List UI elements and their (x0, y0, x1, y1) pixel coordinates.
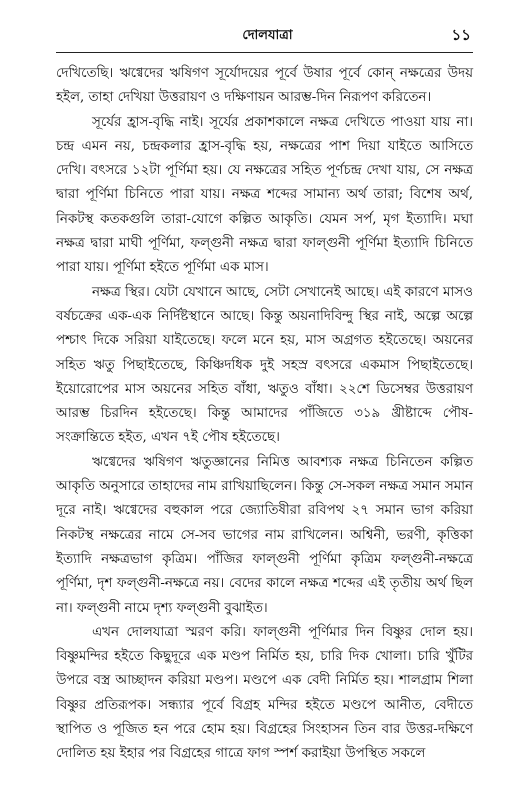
page-header (64, 26, 471, 48)
header-rule (56, 52, 473, 53)
paragraph: নক্ষত্র স্থির। যেটা যেখানে আছে, সেটা সেখানেই আছে। এই কারণে মাসও বর্ষচক্রের এক-এক নির্দিষ্টস্থানে আছে। কিন্তু অয়নাদিবিন্দু স্থির নাই, অল্পে অল্পে পশ্চাৎ দিকে সরিয়া যাইতেছে। ফলে মনে হয়, মাস অগ্রগত হইতেছে। অয়নের সহিত ঋতু পিছাইতেছে, কিঞ্চিদধিক দুই সহস্র বৎসরে একমাস পিছাইতেছে। ইয়োরোপের মাস অয়নের সহিত বাঁধা, ঋতুও বাঁধা। ২২শে ডিসেম্বর উত্তরায়ণ আরম্ভ চিরদিন হইতেছে। কিন্তু আমাদের পাঁজিতে ৩১৯ খ্রীষ্টাব্দে পৌষ-সংক্রান্তিতে হইত, এখন ৭ই পৌষ হইতেছে। (56, 284, 473, 446)
paragraph: ঋগ্বেদের ঋষিগণ ঋতুজ্ঞানের নিমিত্ত আবশ্যক নক্ষত্র চিনিতেন কল্পিত আকৃতি অনুসারে তাহাদের নাম রাখিয়াছিলেন। কিন্তু সে-সকল নক্ষত্র সমান সমান দূরে নাই। ঋগ্বেদের বহুকাল পরে জ্যোতিষীরা রবিপথ ২৭ সমান ভাগ করিয়া নিকটস্থ নক্ষত্রের নামে সে-সব ভাগের নাম রাখিলেন। অশ্বিনী, ভরণী, কৃত্তিকা ইত্যাদি নক্ষত্রভাগ কৃত্রিম। পাঁজির ফাল্গুনী পূর্ণিমা কৃত্রিম ফল্গুনী-নক্ষত্রে পূর্ণিমা, দৃশ ফল্গুনী-নক্ষত্রে নয়। বেদের কালে নক্ষত্র শব্দের এই তৃতীয় অর্থ ছিল না। ফল্গুনী নামে দৃশ্য ফল্গুনী বুঝাইত। (56, 454, 473, 616)
paragraph: সূর্যের হ্রাস-বৃদ্ধি নাই। সূর্যের প্রকাশকালে নক্ষত্র দেখিতে পাওয়া যায় না। চন্দ্র এমন নয়, চন্দ্রকলার হ্রাস-বৃদ্ধি হয়, নক্ষত্রের পাশ দিয়া যাইতে আসিতে দেখি। বৎসরে ১২টা পূর্ণিমা হয়। যে নক্ষত্রের সহিত পূর্ণচন্দ্র দেখা যায়, সে নক্ষত্র দ্বারা পূর্ণিমা চিনিতে পারা যায়। নক্ষত্র শব্দের সামান্য অর্থ তারা; বিশেষ অর্থ, নিকটস্থ কতকগুলি তারা-যোগে কল্পিত আকৃতি। যেমন সর্প, মৃগ ইত্যাদি। মঘা নক্ষত্র দ্বারা মাঘী পূর্ণিমা, ফল্গুনী নক্ষত্র দ্বারা ফাল্গুনী পূর্ণিমা ইত্যাদি চিনিতে পারা যায়। পূর্ণিমা হইতে পূর্ণিমা এক মাস। (56, 114, 473, 276)
paragraph: এখন দোলযাত্রা স্মরণ করি। ফাল্গুনী পূর্ণিমার দিন বিষ্ণুর দোল হয়। বিষ্ণুমন্দির হইতে কিছুদূরে এক মণ্ডপ নির্মিত হয়, চারি দিক খোলা। চারি খুঁটির উপরে বস্ত্র আচ্ছাদন করিয়া মণ্ডপ। মণ্ডপে এক বেদী নির্মিত হয়। শালগ্রাম শিলা বিষ্ণুর প্রতিরূপক। সন্ধ্যার পূর্বে বিগ্রহ মন্দির হইতে মণ্ডপে আনীত, বেদীতে স্থাপিত ও পূজিত হন পরে হোম হয়। বিগ্রহের সিংহাসন তিন বার উত্তর-দক্ষিণে দোলিত হয় ইহার পর বিগ্রহের গাত্রে ফাগ স্পর্শ করাইয়া উপস্থিত সকলে (56, 624, 473, 762)
running-title: দোলযাত্রা (242, 28, 293, 43)
page-number: ১১ (451, 26, 471, 44)
paragraph-continued: দেখিতেছি। ঋগ্বেদের ঋষিগণ সূর্যোদয়ের পূর্বে উষার পূর্বে কোন্ নক্ষত্রের উদয় হইল, তাহা দেখিয়া উত্তরায়ণ ও দক্ষিণায়ন আরম্ভ-দিন নিরূপণ করিতেন। (56, 66, 473, 106)
body-text (56, 62, 473, 767)
